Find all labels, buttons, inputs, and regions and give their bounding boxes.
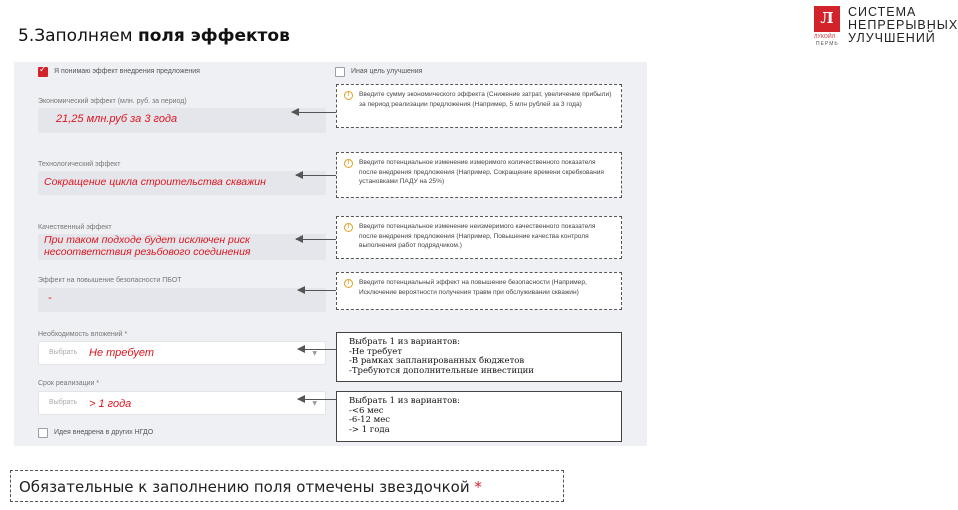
investment-option-heading: Выбрать 1 из вариантов: bbox=[349, 337, 460, 347]
qualitative-hint-text: Введите потенциальное изменение неизмеримого качественного показателя после внедрения предложения (Например, Повышение качества контроля выполнения работ подрядчиком.) bbox=[359, 223, 596, 249]
arrow-icon bbox=[298, 349, 336, 350]
required-fields-note bbox=[10, 470, 564, 502]
info-icon: ! bbox=[344, 159, 353, 168]
other-goal-label: Иная цель улучшения bbox=[351, 68, 423, 75]
understand-effect-label: Я понимаю эффект внедрения предложения bbox=[54, 68, 200, 75]
arrow-icon bbox=[296, 239, 336, 240]
slide-title-bold: поля эффектов bbox=[137, 26, 290, 46]
safety-hint-box bbox=[336, 272, 622, 310]
logo-line1: СИСТЕМА bbox=[848, 5, 917, 19]
qualitative-hint-box bbox=[336, 216, 622, 259]
other-goal-checkbox[interactable] bbox=[335, 67, 345, 77]
logo-text bbox=[848, 6, 958, 45]
safety-effect-input[interactable] bbox=[38, 288, 326, 312]
logo-line3: УЛУЧШЕНИЙ bbox=[848, 31, 936, 45]
info-icon: ! bbox=[344, 91, 353, 100]
technological-effect-input[interactable] bbox=[38, 171, 326, 195]
technological-hint-box bbox=[336, 152, 622, 198]
term-value: > 1 года bbox=[89, 398, 132, 410]
slide-title bbox=[18, 26, 290, 46]
term-option-heading: Выбрать 1 из вариантов: bbox=[349, 396, 460, 406]
qualitative-effect-value-line2: несоответствия резьбового соединения bbox=[44, 246, 251, 258]
economic-effect-input[interactable] bbox=[38, 108, 326, 133]
company-logo bbox=[814, 5, 958, 47]
technological-effect-value: Сокращение цикла строительства скважин bbox=[44, 176, 266, 188]
implemented-elsewhere-checkbox[interactable] bbox=[38, 428, 48, 438]
economic-hint-box bbox=[336, 84, 622, 128]
investment-option-2: -В рамках запланированных бюджетов bbox=[349, 356, 525, 366]
term-select[interactable] bbox=[38, 391, 326, 415]
logo-sub2: ПЕРМЬ bbox=[816, 41, 839, 47]
term-option-3: -> 1 года bbox=[349, 424, 390, 435]
investment-need-value: Не требует bbox=[89, 347, 154, 359]
logo-sub1: ЛУКОЙЛ bbox=[814, 34, 836, 40]
arrow-icon bbox=[292, 112, 336, 113]
qualitative-effect-value-line1: При таком подходе будет исключен риск bbox=[44, 234, 250, 246]
arrow-icon bbox=[296, 175, 336, 176]
qualitative-effect-value bbox=[44, 234, 251, 258]
required-star: * bbox=[474, 478, 482, 496]
slide-title-prefix: 5.Заполняем bbox=[18, 26, 138, 46]
qualitative-effect-input[interactable] bbox=[38, 234, 326, 260]
term-chevron-down-icon: ▼ bbox=[312, 400, 317, 407]
investment-option-3: -Требуются дополнительные инвестиции bbox=[349, 365, 534, 376]
investment-options-box bbox=[336, 332, 622, 382]
term-placeholder: Выбрать bbox=[49, 399, 78, 406]
technological-effect-label: Технологический эффект bbox=[38, 161, 121, 168]
qualitative-effect-label: Качественный эффект bbox=[38, 224, 112, 231]
investment-need-select[interactable] bbox=[38, 341, 326, 365]
term-options-box bbox=[336, 391, 622, 442]
investment-need-placeholder: Выбрать bbox=[49, 349, 78, 356]
understand-effect-checkbox[interactable] bbox=[38, 67, 48, 77]
technological-hint-text: Введите потенциальное изменение измеримого количественного показателя после внедрения предложения (Например, Сокращение времени скребкования установками ПАДУ на 25%) bbox=[359, 159, 604, 185]
required-note-text: Обязательные к заполнению поля отмечены звездочкой bbox=[19, 478, 475, 496]
economic-effect-label: Экономический эффект (млн. руб. за период) bbox=[38, 98, 187, 105]
economic-effect-value: 21,25 млн.руб за 3 года bbox=[56, 113, 178, 125]
logo-line2: НЕПРЕРЫВНЫХ bbox=[848, 18, 958, 32]
arrow-icon bbox=[298, 290, 336, 291]
term-label: Срок реализации * bbox=[38, 380, 100, 387]
economic-hint-text: Введите сумму экономического эффекта (Снижение затрат, увеличение прибыли) за период реализации предложения (Например, 5 млн рублей за 3 года) bbox=[359, 91, 612, 108]
info-icon: ! bbox=[344, 279, 353, 288]
logo-mark-icon: Л bbox=[814, 6, 840, 32]
info-icon: ! bbox=[344, 223, 353, 232]
investment-option-1: -Не требует bbox=[349, 346, 403, 357]
safety-effect-label: Эффект на повышение безопасности ПБОТ bbox=[38, 277, 182, 284]
implemented-elsewhere-label: Идея внедрена в других НГДО bbox=[54, 429, 154, 436]
arrow-icon bbox=[298, 399, 336, 400]
term-option-1: -<6 мес bbox=[349, 405, 384, 416]
investment-need-label: Необходимость вложений * bbox=[38, 331, 128, 338]
investment-chevron-down-icon: ▼ bbox=[312, 350, 317, 357]
term-option-2: -6-12 мес bbox=[349, 415, 391, 425]
safety-effect-value: - bbox=[48, 292, 52, 304]
safety-hint-text: Введите потенциальный эффект на повышение безопасности (Например, Исключение вероятности получения травм при обслуживании скважин) bbox=[359, 279, 587, 296]
